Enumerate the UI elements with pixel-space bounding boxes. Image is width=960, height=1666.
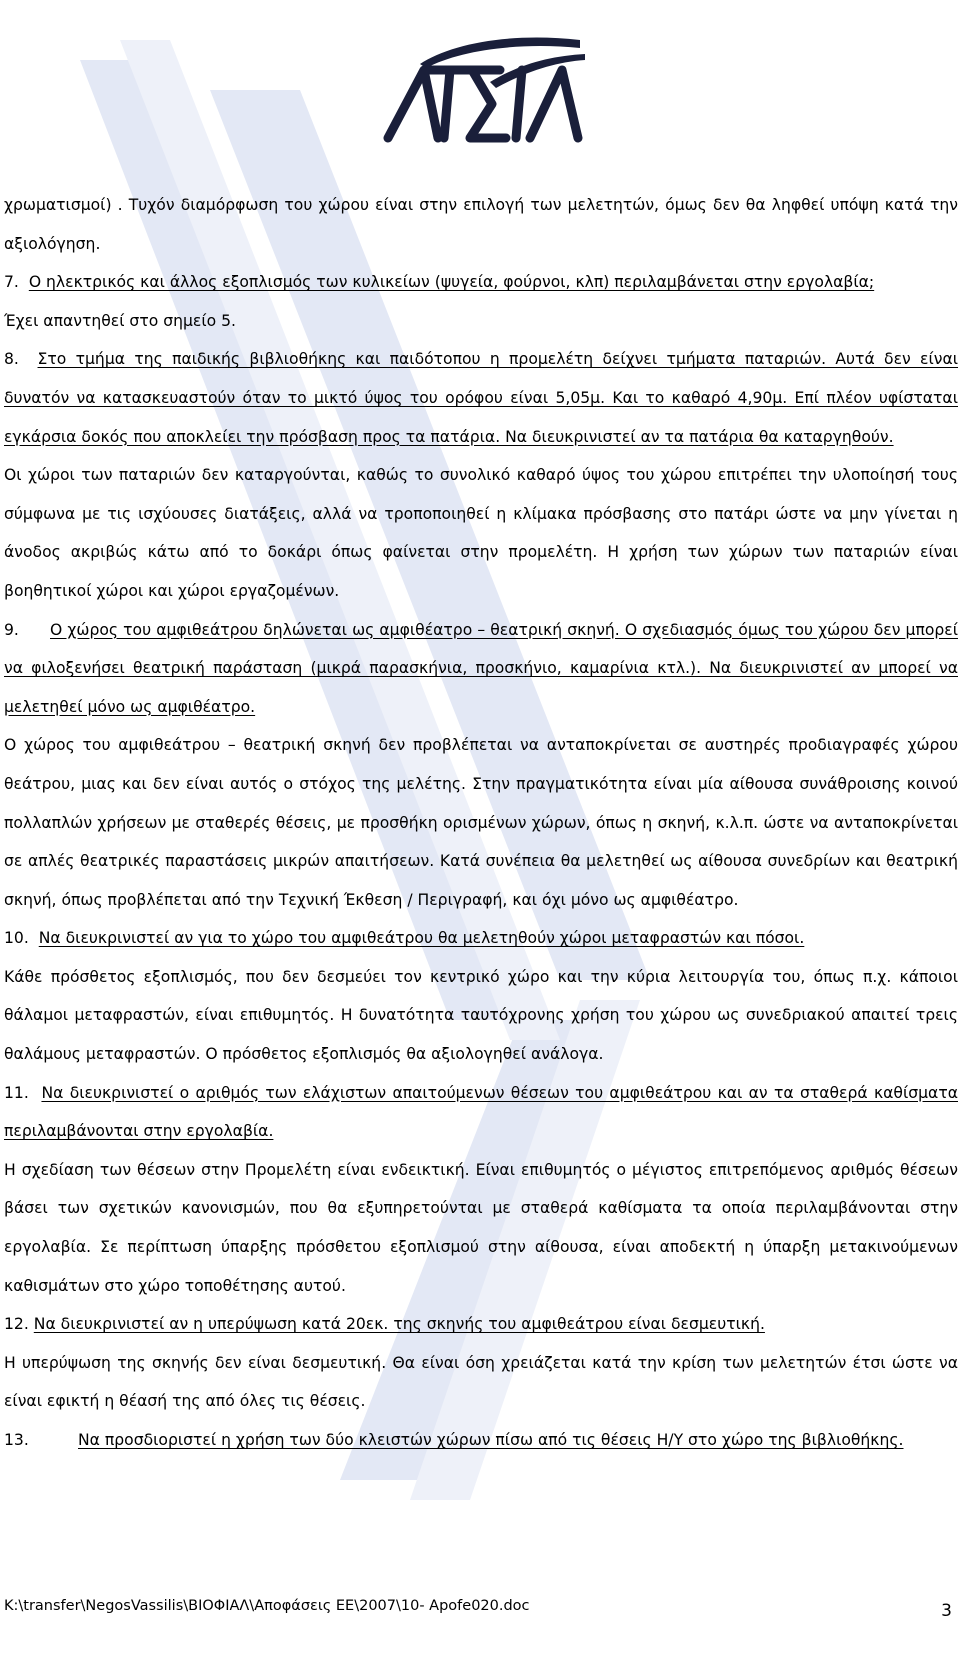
answer-8: Οι χώροι των παταριών δεν καταργούνται, καθώς το συνολικό καθαρό ύψος του χώρου επιτρέπει την υλοποίησή τους σύμφωνα με τις ισχύουσες διατάξεις, αλλά να τροποποιηθεί η κλίμακα πρόσβασης στο πατάρι ώστε να μην γίνεται η άνοδος ακριβώς κάτω από το δοκάρι όπως φαίνεται στην προμελέτη. Η χρήση των χώρων των παταριών είναι βοηθητικοί χώροι και χώροι εργαζομένων. bbox=[4, 466, 958, 600]
question-number: 8. bbox=[4, 350, 19, 369]
question-11 bbox=[4, 1074, 958, 1151]
question-10 bbox=[4, 919, 958, 958]
question-13 bbox=[4, 1421, 958, 1460]
answer-7: Έχει απαντηθεί στο σημείο 5. bbox=[4, 311, 236, 330]
answer-12: Η υπερύψωση της σκηνής δεν είναι δεσμευτική. Θα είναι όση χρειάζεται κατά την κρίση των μελετητών έτσι ώστε να είναι εφικτή η θέασή της από όλες τις θέσεις. bbox=[4, 1353, 958, 1411]
question-text: Ο χώρος του αμφιθεάτρου δηλώνεται ως αμφιθέατρο – θεατρική σκηνή. Ο σχεδιασμός όμως του χώρου δεν μπορεί να φιλοξενήσει θεατρική παράσταση (μικρά παρασκήνια, προσκήνιο, καμαρίνια κτλ.). Να διευκρινιστεί αν μπορεί να μελετηθεί μόνο ως αμφιθέατρο. bbox=[4, 620, 958, 716]
answer-10: Κάθε πρόσθετος εξοπλισμός, που δεν δεσμεύει τον κεντρικό χώρο και την κύρια λειτουργία του, όπως π.χ. κάποιοι θάλαμοι μεταφραστών, είναι επιθυμητός. Η δυνατότητα ταυτόχρονης χρήση του χώρου ως συνεδριακού απαιτεί τρεις θαλάμους μεταφραστών. Ο πρόσθετος εξοπλισμός θα αξιολογηθεί ανάλογα. bbox=[4, 967, 958, 1064]
answer-9: Ο χώρος του αμφιθεάτρου – θεατρική σκηνή δεν προβλέπεται να ανταποκρίνεται σε αυστηρές προδιαγραφές χώρου θεάτρου, μιας και δεν είναι αυτός ο στόχος της μελέτης. Στην πραγματικότητα είναι μία αίθουσα συνάθροισης κοινού πολλαπλών χρήσεων με σταθερές θέσεις, με προσθήκη ορισμένων χώρων, όπως η σκηνή, κ.λ.π. ώστε να ανταποκρίνεται σε απλές θεατρικές παραστάσεις μικρών απαιτήσεων. Κατά συνέπεια θα μελετηθεί ως αίθουσα συνεδρίων και θεατρική σκηνή, όπως προβλέπεται από την Τεχνική Έκθεση / Περιγραφή, και όχι μόνο ως αμφιθέατρο. bbox=[4, 736, 958, 909]
document-body bbox=[4, 186, 958, 1460]
question-number: 10. bbox=[4, 929, 29, 948]
question-7 bbox=[4, 263, 958, 302]
question-text: Να διευκρινιστεί ο αριθμός των ελάχιστων απαιτούμενων θέσεων του αμφιθεάτρου και αν τα σταθερά καθίσματα περιλαμβάνονται στην εργολαβία. bbox=[4, 1083, 958, 1141]
question-text: Στο τμήμα της παιδικής βιβλιοθήκης και παιδότοπου η προμελέτη δείχνει τμήματα παταριών. Αυτά δεν είναι δυνατόν να κατασκευαστούν όταν το μικτό ύψος του ορόφου είναι 5,05μ. Και το καθαρό 4,90μ. Επί πλέον υφίσταται εγκάρσια δοκός που αποκλείει την πρόσβαση προς τα πατάρια. Να διευκρινιστεί αν τα πατάρια θα καταργηθούν. bbox=[4, 350, 959, 446]
question-number: 9. bbox=[4, 620, 19, 639]
question-9 bbox=[4, 611, 958, 727]
question-number: 11. bbox=[4, 1083, 29, 1102]
question-text: Ο ηλεκτρικός και άλλος εξοπλισμός των κυλικείων (ψυγεία, φούρνοι, κλπ) περιλαμβάνεται στην εργολαβία; bbox=[28, 273, 875, 292]
answer-11: Η σχεδίαση των θέσεων στην Προμελέτη είναι ενδεικτική. Είναι επιθυμητός ο μέγιστος επιτρεπόμενος αριθμός θέσεων βάσει των σχετικών κανονισμών, που θα εξυπηρετούνται με σταθερά καθίσματα τα οποία περιλαμβάνονται στην εργολαβία. Σε περίπτωση ύπαρξης πρόσθετου εξοπλισμού στην αίθουσα, είναι αποδεκτή η ύπαρξη μετακινούμενων καθισμάτων στο χώρο τοποθέτησης αυτού. bbox=[4, 1160, 958, 1295]
file-path: K:\transfer\NegosVassilis\ΒΙΟΦΙΑΛ\Αποφάσεις ΕΕ\2007\10- Apofe020.doc bbox=[4, 1598, 530, 1614]
question-number: 12. bbox=[4, 1315, 29, 1334]
question-text: Να διευκρινιστεί αν για το χώρο του αμφιθεάτρου θα μελετηθούν χώροι μεταφραστών και πόσοι. bbox=[38, 929, 805, 948]
paragraph: χρωματισμοί) . Τυχόν διαμόρφωση του χώρου είναι στην επιλογή των μελετητών, όμως δεν θα ληφθεί υπόψη κατά την αξιολόγηση. bbox=[4, 196, 958, 253]
page-number: 3 bbox=[941, 1601, 952, 1621]
question-number: 13. bbox=[4, 1431, 29, 1449]
page-footer bbox=[4, 1598, 952, 1621]
question-text: Να διευκρινιστεί αν η υπερύψωση κατά 20εκ. της σκηνής του αμφιθεάτρου είναι δεσμευτική. bbox=[33, 1315, 765, 1334]
question-text: Να προσδιοριστεί η χρήση των δύο κλειστών χώρων πίσω από τις θέσεις Η/Υ στο χώρο της βιβλιοθήκης. bbox=[78, 1431, 904, 1449]
question-12 bbox=[4, 1305, 958, 1344]
question-number: 7. bbox=[4, 273, 19, 292]
logo-icon bbox=[380, 34, 590, 144]
question-8 bbox=[4, 340, 958, 456]
